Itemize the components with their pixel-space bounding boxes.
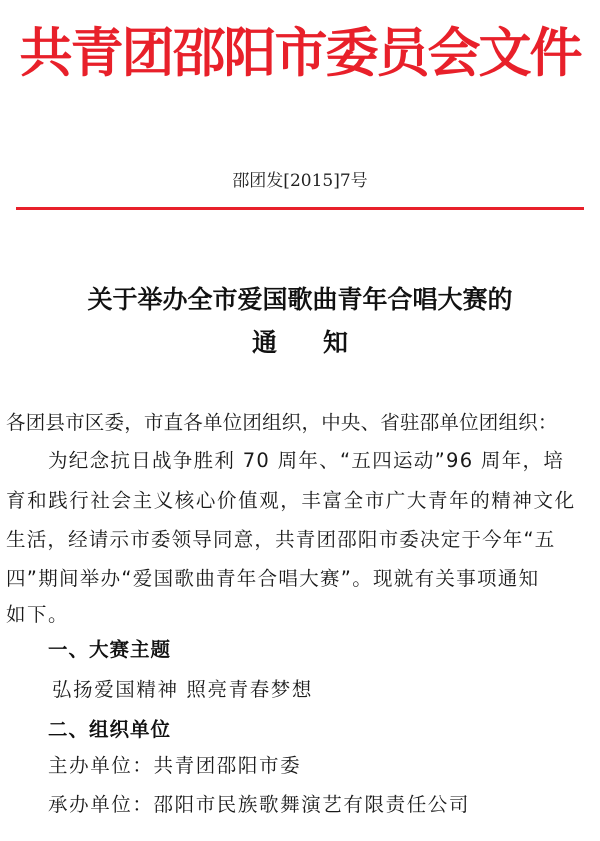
notice-title-line-2: 通知 [251, 328, 394, 357]
paragraph-line: 如下。 [6, 603, 70, 626]
red-separator-rule [16, 207, 584, 210]
paragraph-line: 育和践行社会主义核心价值观，丰富全市广大青年的精神文化 [6, 489, 576, 512]
notice-title-line-1: 关于举办全市爱国歌曲青年合唱大赛的 [87, 285, 513, 314]
salutation: 各团县市区委，市直各单位团组织，中央、省驻邵单位团组织： [6, 411, 558, 434]
paragraph-line: 为纪念抗日战争胜利 70 周年、“五四运动”96 周年，培 [48, 449, 565, 472]
paragraph-line: 四”期间举办“爱国歌曲青年合唱大赛”。现就有关事项通知 [6, 567, 540, 590]
host-unit-item: 主办单位：共青团邵阳市委 [48, 754, 302, 777]
paragraph-line: 生活，经请示市委领导同意，共青团邵阳市委决定于今年“五 [6, 528, 556, 551]
theme-item: 弘扬爱国精神 照亮青春梦想 [52, 678, 313, 701]
organizer-unit-item: 承办单位：邵阳市民族歌舞演艺有限责任公司 [48, 793, 471, 816]
section-heading-theme: 一、大赛主题 [48, 638, 172, 661]
document-number: 邵团发[2015]7号 [232, 171, 368, 191]
masthead-title: 共青团邵阳市委员会文件 [19, 22, 581, 84]
section-heading-organizers: 二、组织单位 [48, 718, 172, 741]
